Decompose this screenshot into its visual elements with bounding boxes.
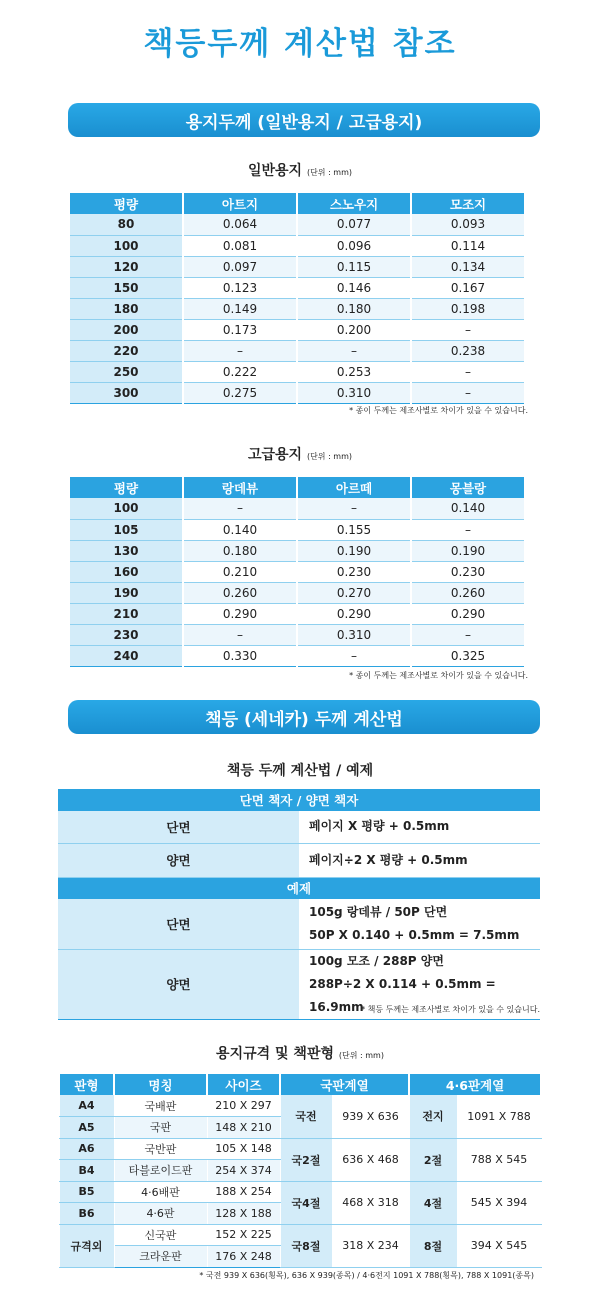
sayuk-size: 394 X 545 <box>457 1224 541 1267</box>
size-code: B4 <box>59 1160 114 1182</box>
weight-cell: 150 <box>69 277 183 298</box>
thickness-cell: 0.230 <box>297 561 411 582</box>
thickness-cell: – <box>297 645 411 666</box>
kuk-label: 국4절 <box>280 1181 332 1224</box>
column-header: 아르떼 <box>297 477 411 498</box>
sizes-title: 용지규격 및 책판형 <box>216 1046 334 1062</box>
table-row <box>69 319 525 340</box>
weight-cell: 300 <box>69 382 183 403</box>
size-code: A5 <box>59 1117 114 1139</box>
premium-paper-heading <box>0 444 600 464</box>
calc-title: 책등 두께 계산법 / 예제 <box>226 763 374 779</box>
thickness-cell: – <box>183 498 297 519</box>
table-row <box>69 298 525 319</box>
table-row <box>69 603 525 624</box>
size-name: 4·6배판 <box>114 1181 207 1203</box>
thickness-cell: 0.290 <box>297 603 411 624</box>
thickness-cell: 0.190 <box>411 540 525 561</box>
column-header: 아트지 <box>183 193 297 214</box>
thickness-cell: 0.190 <box>297 540 411 561</box>
page-title: 책등두께 계산법 참조 <box>143 26 457 62</box>
weight-cell: 180 <box>69 298 183 319</box>
table-row <box>69 519 525 540</box>
calc-table <box>58 789 540 1020</box>
column-header: 평량 <box>69 193 183 214</box>
size-name: 타블로이드판 <box>114 1160 207 1182</box>
premium-paper-title: 고급용지 <box>247 447 303 463</box>
example-double-label: 양면 <box>58 949 299 1019</box>
kuk-size: 468 X 318 <box>332 1181 409 1224</box>
size-code: A6 <box>59 1138 114 1160</box>
weight-cell: 160 <box>69 561 183 582</box>
weight-cell: 80 <box>69 214 183 235</box>
calc-double-label: 양면 <box>58 843 299 877</box>
size-dim: 210 X 297 <box>207 1095 280 1117</box>
thickness-cell: 0.077 <box>297 214 411 235</box>
thickness-cell: 0.096 <box>297 235 411 256</box>
premium-paper-note: * 종이 두께는 제조사별로 차이가 있을 수 있습니다. <box>349 671 528 680</box>
size-name: 신국판 <box>114 1224 207 1246</box>
thickness-cell: 0.173 <box>183 319 297 340</box>
thickness-cell: – <box>297 340 411 361</box>
general-paper-note: * 종이 두께는 제조사별로 차이가 있을 수 있습니다. <box>349 406 528 415</box>
calc-band-label: 단면 책자 / 양면 책자 <box>58 789 540 811</box>
size-name: 국판 <box>114 1117 207 1139</box>
thickness-cell: 0.260 <box>183 582 297 603</box>
sizes-header-kuk: 국판계열 <box>280 1074 409 1095</box>
general-paper-unit: (단위 : mm) <box>306 168 353 177</box>
weight-cell: 240 <box>69 645 183 666</box>
size-name: 4·6판 <box>114 1203 207 1225</box>
sizes-header-code: 판형 <box>59 1074 114 1095</box>
column-header: 스노우지 <box>297 193 411 214</box>
weight-cell: 190 <box>69 582 183 603</box>
sizes-footnote: * 국전 939 X 636(횡목), 636 X 939(종목) / 4·6전지 1091 X 788(횡목), 788 X 1091(종목) <box>199 1271 534 1280</box>
size-dim: 188 X 254 <box>207 1181 280 1203</box>
thickness-cell: – <box>411 624 525 645</box>
premium-paper-unit: (단위 : mm) <box>306 452 353 461</box>
thickness-cell: – <box>411 382 525 403</box>
thickness-cell: 0.155 <box>297 519 411 540</box>
thickness-cell: 0.222 <box>183 361 297 382</box>
thickness-cell: 0.290 <box>183 603 297 624</box>
example-single-line1: 105g 랑데뷰 / 50P 단면 <box>309 904 448 919</box>
sayuk-label: 전지 <box>409 1095 457 1138</box>
sizes-heading <box>0 1043 600 1063</box>
size-code: B5 <box>59 1181 114 1203</box>
table-row <box>69 382 525 403</box>
thickness-cell: 0.230 <box>411 561 525 582</box>
weight-cell: 100 <box>69 235 183 256</box>
thickness-cell: – <box>297 498 411 519</box>
sizes-header-46: 4·6판계열 <box>409 1074 541 1095</box>
table-row <box>69 214 525 235</box>
thickness-cell: 0.260 <box>411 582 525 603</box>
thickness-cell: 0.081 <box>183 235 297 256</box>
thickness-cell: – <box>183 340 297 361</box>
thickness-cell: 0.290 <box>411 603 525 624</box>
weight-cell: 100 <box>69 498 183 519</box>
thickness-cell: 0.310 <box>297 382 411 403</box>
column-header: 모조지 <box>411 193 525 214</box>
thickness-cell: 0.064 <box>183 214 297 235</box>
thickness-cell: 0.310 <box>297 624 411 645</box>
size-dim: 105 X 148 <box>207 1138 280 1160</box>
table-row <box>69 582 525 603</box>
size-dim: 128 X 188 <box>207 1203 280 1225</box>
table-row <box>69 361 525 382</box>
general-paper-heading <box>0 160 600 180</box>
thickness-cell: 0.140 <box>411 498 525 519</box>
table-row <box>69 645 525 666</box>
sayuk-label: 8절 <box>409 1224 457 1267</box>
thickness-cell: 0.253 <box>297 361 411 382</box>
size-name: 국반판 <box>114 1138 207 1160</box>
table-row <box>69 277 525 298</box>
example-double-line2: 288P÷2 X 0.114 + 0.5mm = 16.9mm <box>309 976 496 1014</box>
example-single-values <box>299 899 540 949</box>
thickness-cell: 0.210 <box>183 561 297 582</box>
sizes-table <box>58 1074 542 1268</box>
thickness-cell: 0.140 <box>183 519 297 540</box>
thickness-cell: 0.123 <box>183 277 297 298</box>
calc-double-formula: 페이지÷2 X 평량 + 0.5mm <box>299 843 540 877</box>
sayuk-size: 1091 X 788 <box>457 1095 541 1138</box>
weight-cell: 105 <box>69 519 183 540</box>
column-header: 몽블랑 <box>411 477 525 498</box>
thickness-cell: 0.167 <box>411 277 525 298</box>
sayuk-label: 2절 <box>409 1138 457 1181</box>
thickness-cell: 0.115 <box>297 256 411 277</box>
thickness-cell: 0.180 <box>183 540 297 561</box>
section-header-spine-calc: 책등 (세네카) 두께 계산법 <box>68 700 540 734</box>
kuk-size: 939 X 636 <box>332 1095 409 1138</box>
kuk-label: 국8절 <box>280 1224 332 1267</box>
thickness-cell: 0.270 <box>297 582 411 603</box>
sayuk-size: 545 X 394 <box>457 1181 541 1224</box>
kuk-label: 국전 <box>280 1095 332 1138</box>
thickness-cell: – <box>411 361 525 382</box>
thickness-cell: 0.146 <box>297 277 411 298</box>
thickness-cell: 0.200 <box>297 319 411 340</box>
thickness-cell: 0.149 <box>183 298 297 319</box>
size-name: 국배판 <box>114 1095 207 1117</box>
sizes-header-name: 명칭 <box>114 1074 207 1095</box>
weight-cell: 220 <box>69 340 183 361</box>
thickness-cell: – <box>411 319 525 340</box>
thickness-cell: 0.097 <box>183 256 297 277</box>
calc-note: * 책등 두께는 제조사별로 차이가 있을 수 있습니다. <box>361 1005 540 1014</box>
size-dim: 152 X 225 <box>207 1224 280 1246</box>
sizes-header-size: 사이즈 <box>207 1074 280 1095</box>
thickness-cell: 0.093 <box>411 214 525 235</box>
table-row <box>69 256 525 277</box>
calc-single-label: 단면 <box>58 811 299 843</box>
table-row <box>69 340 525 361</box>
size-name: 크라운판 <box>114 1246 207 1268</box>
sizes-unit: (단위 : mm) <box>338 1051 384 1060</box>
example-single-line2: 50P X 0.140 + 0.5mm = 7.5mm <box>309 927 520 942</box>
sayuk-size: 788 X 545 <box>457 1138 541 1181</box>
general-paper-table <box>68 193 526 404</box>
column-header: 랑데뷰 <box>183 477 297 498</box>
thickness-cell: 0.275 <box>183 382 297 403</box>
example-single-label: 단면 <box>58 899 299 949</box>
calc-example-band: 예제 <box>58 877 540 899</box>
weight-cell: 120 <box>69 256 183 277</box>
table-row <box>69 235 525 256</box>
weight-cell: 250 <box>69 361 183 382</box>
size-code: 규격외 <box>59 1224 114 1267</box>
kuk-label: 국2절 <box>280 1138 332 1181</box>
thickness-cell: 0.114 <box>411 235 525 256</box>
table-row <box>69 540 525 561</box>
premium-paper-table <box>68 477 526 667</box>
weight-cell: 230 <box>69 624 183 645</box>
thickness-cell: 0.330 <box>183 645 297 666</box>
calc-single-formula: 페이지 X 평량 + 0.5mm <box>299 811 540 843</box>
thickness-cell: 0.238 <box>411 340 525 361</box>
size-dim: 148 X 210 <box>207 1117 280 1139</box>
sayuk-label: 4절 <box>409 1181 457 1224</box>
general-paper-title: 일반용지 <box>247 163 303 179</box>
weight-cell: 200 <box>69 319 183 340</box>
column-header: 평량 <box>69 477 183 498</box>
thickness-cell: 0.180 <box>297 298 411 319</box>
kuk-size: 636 X 468 <box>332 1138 409 1181</box>
size-dim: 254 X 374 <box>207 1160 280 1182</box>
size-code: A4 <box>59 1095 114 1117</box>
thickness-cell: – <box>183 624 297 645</box>
kuk-size: 318 X 234 <box>332 1224 409 1267</box>
thickness-cell: 0.134 <box>411 256 525 277</box>
section-header-paper-thickness: 용지두께 (일반용지 / 고급용지) <box>68 103 540 137</box>
thickness-cell: 0.198 <box>411 298 525 319</box>
table-row <box>69 498 525 519</box>
size-code: B6 <box>59 1203 114 1225</box>
size-dim: 176 X 248 <box>207 1246 280 1268</box>
example-double-line1: 100g 모조 / 288P 양면 <box>309 953 444 968</box>
weight-cell: 210 <box>69 603 183 624</box>
table-row <box>69 561 525 582</box>
weight-cell: 130 <box>69 540 183 561</box>
table-row <box>69 624 525 645</box>
thickness-cell: 0.325 <box>411 645 525 666</box>
thickness-cell: – <box>411 519 525 540</box>
